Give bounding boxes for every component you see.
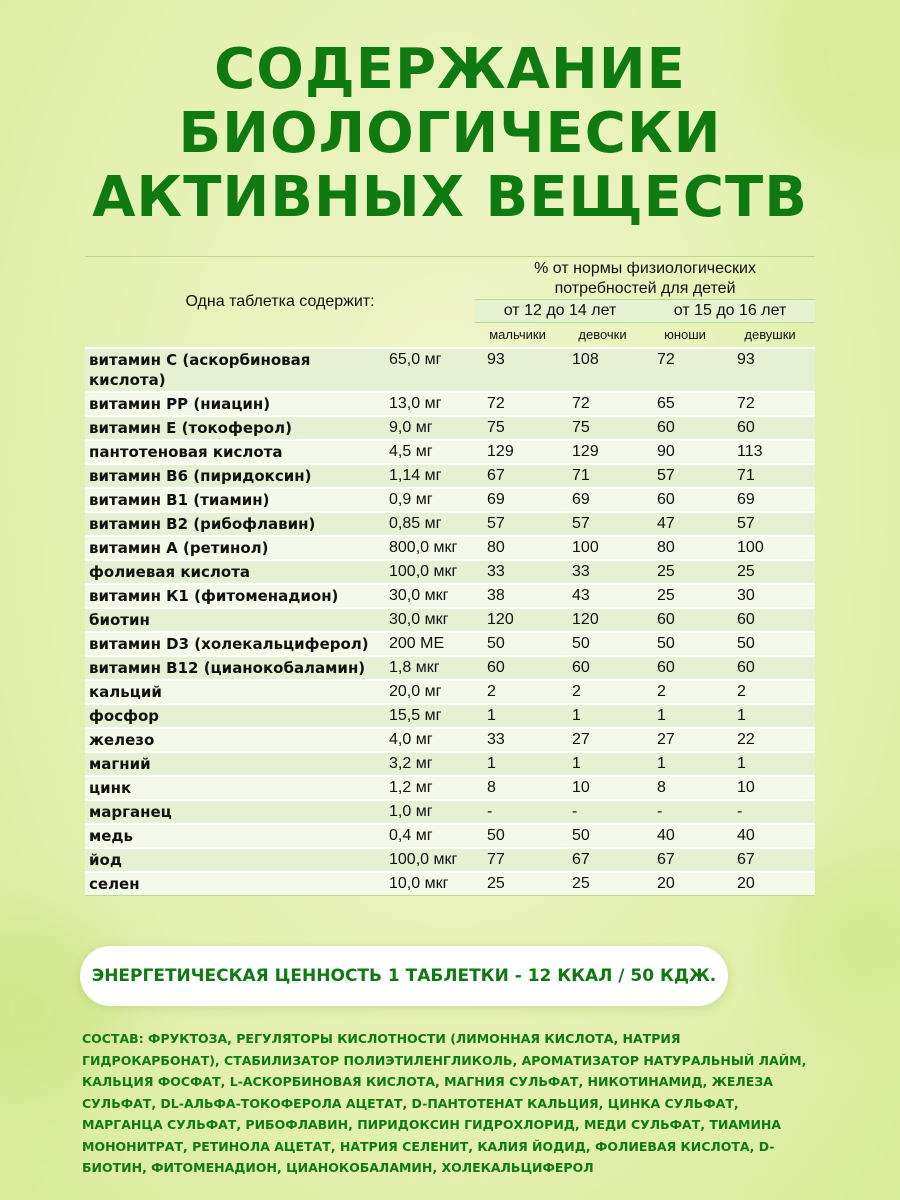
- norm-percent: 69: [560, 488, 645, 512]
- subgroup-header: девочки: [560, 323, 645, 349]
- nutrient-amount: 30,0 мкг: [375, 584, 475, 608]
- nutrient-name: кальций: [85, 680, 375, 704]
- norm-percent: 1: [560, 704, 645, 728]
- norm-percent: 30: [725, 584, 815, 608]
- norm-percent: 1: [645, 704, 725, 728]
- norm-percent: 72: [560, 392, 645, 416]
- norm-percent: 50: [725, 632, 815, 656]
- nutrient-name: селен: [85, 872, 375, 896]
- title-line-1: СОДЕРЖАНИЕ: [214, 37, 686, 102]
- nutrient-amount: 100,0 мкг: [375, 848, 475, 872]
- norm-percent: 20: [645, 872, 725, 896]
- norm-percent: 90: [645, 440, 725, 464]
- norm-percent: 65: [645, 392, 725, 416]
- table-row: [85, 440, 815, 464]
- nutrient-name: йод: [85, 848, 375, 872]
- norm-percent: 1: [645, 752, 725, 776]
- energy-value-text: ЭНЕРГЕТИЧЕСКАЯ ЦЕННОСТЬ 1 ТАБЛЕТКИ - 12 ККАЛ / 50 КДЖ.: [91, 966, 717, 986]
- norm-percent: 69: [725, 488, 815, 512]
- nutrient-name: витамин К1 (фитоменадион): [85, 584, 375, 608]
- norm-percent: 1: [475, 752, 560, 776]
- norm-percent: 57: [725, 512, 815, 536]
- norm-percent: 67: [475, 464, 560, 488]
- norm-percent: 60: [645, 416, 725, 440]
- composition-text: СОСТАВ: ФРУКТОЗА, РЕГУЛЯТОРЫ КИСЛОТНОСТИ (ЛИМОННАЯ КИСЛОТА, НАТРИЯ ГИДРОКАРБОНАТ), СТАБИЛИЗАТОР ПОЛИЭТИЛЕНГЛИКОЛЬ, АРОМАТИЗАТОР НАТУРАЛЬНЫЙ ЛАЙМ, КАЛЬЦИЯ ФОСФАТ, L-АСКОРБИНОВАЯ КИСЛОТА, МАГНИЯ СУЛЬФАТ, НИКОТИНАМИД, ЖЕЛЕЗА СУЛЬФАТ, DL-АЛЬФА-ТОКОФЕРОЛА АЦЕТАТ, D-ПАНТОТЕНАТ КАЛЬЦИЯ, ЦИНКА СУЛЬФАТ, МАРГАНЦА СУЛЬФАТ, РИБОФЛАВИН, ПИРИДОКСИН ГИДРОХЛОРИД, МЕДИ СУЛЬФАТ, ТИАМИНА МОНОНИТРАТ, РЕТИНОЛА АЦЕТАТ, НАТРИЯ СЕЛЕНИТ, КАЛИЯ ЙОДИД, ФОЛИЕВАЯ КИСЛОТА, D-БИОТИН, ФИТОМЕНАДИОН, ЦИАНОКОБАЛАМИН, ХОЛЕКАЛЬЦИФЕРОЛ: [82, 1031, 807, 1175]
- norm-percent: 27: [560, 728, 645, 752]
- norm-percent: 50: [645, 632, 725, 656]
- nutrient-name: витамин В6 (пиридоксин): [85, 464, 375, 488]
- norm-percent: 57: [645, 464, 725, 488]
- norm-percent: 113: [725, 440, 815, 464]
- norm-percent: 1: [725, 704, 815, 728]
- norm-percent: 129: [560, 440, 645, 464]
- norm-percent: 50: [560, 824, 645, 848]
- norm-percent: 33: [475, 728, 560, 752]
- norm-percent: 2: [475, 680, 560, 704]
- norm-percent: 8: [475, 776, 560, 800]
- table-row: [85, 416, 815, 440]
- nutrient-amount: 0,85 мг: [375, 512, 475, 536]
- norm-percent: 60: [645, 608, 725, 632]
- nutrient-name: витамин С (аскорбиновая кислота): [85, 348, 375, 392]
- nutrient-amount: 1,8 мкг: [375, 656, 475, 680]
- nutrient-amount: 10,0 мкг: [375, 872, 475, 896]
- nutrient-amount: 15,5 мг: [375, 704, 475, 728]
- norm-percent: 129: [475, 440, 560, 464]
- norm-percent: 47: [645, 512, 725, 536]
- norm-percent: 25: [475, 872, 560, 896]
- norm-percent: 1: [725, 752, 815, 776]
- norm-header-line-1: % от нормы физиологических: [534, 260, 756, 277]
- norm-percent: 80: [645, 536, 725, 560]
- nutrient-amount: 4,0 мг: [375, 728, 475, 752]
- table-row: [85, 512, 815, 536]
- norm-percent: 108: [560, 348, 645, 392]
- norm-percent: 93: [725, 348, 815, 392]
- norm-percent: 40: [725, 824, 815, 848]
- nutrient-amount: 9,0 мг: [375, 416, 475, 440]
- table-row: [85, 392, 815, 416]
- nutrient-name: фолиевая кислота: [85, 560, 375, 584]
- nutrient-name: магний: [85, 752, 375, 776]
- norm-percent: 72: [725, 392, 815, 416]
- nutrient-amount: 0,4 мг: [375, 824, 475, 848]
- table-row: [85, 632, 815, 656]
- norm-percent: 2: [725, 680, 815, 704]
- table-row: [85, 800, 815, 824]
- subgroup-header: девушки: [725, 323, 815, 349]
- norm-percent: 100: [560, 536, 645, 560]
- table-row: [85, 560, 815, 584]
- norm-percent: 60: [560, 656, 645, 680]
- norm-percent: 60: [645, 656, 725, 680]
- norm-percent: 50: [475, 824, 560, 848]
- norm-percent: 67: [725, 848, 815, 872]
- norm-percent: 77: [475, 848, 560, 872]
- age-group-header: от 15 до 16 лет: [645, 300, 815, 323]
- norm-percent: 25: [725, 560, 815, 584]
- norm-percent: 71: [560, 464, 645, 488]
- norm-percent: 25: [645, 560, 725, 584]
- nutrient-name: цинк: [85, 776, 375, 800]
- norm-percent: 50: [475, 632, 560, 656]
- norm-percent: 67: [560, 848, 645, 872]
- norm-percent: 72: [475, 392, 560, 416]
- table-row: [85, 752, 815, 776]
- nutrient-name: витамин В1 (тиамин): [85, 488, 375, 512]
- norm-percent: 2: [560, 680, 645, 704]
- norm-percent: -: [725, 800, 815, 824]
- nutrient-name: железо: [85, 728, 375, 752]
- norm-header-line-2: потребностей для детей: [554, 280, 736, 297]
- norm-percent: 69: [475, 488, 560, 512]
- norm-percent: 60: [725, 416, 815, 440]
- nutrient-amount: 0,9 мг: [375, 488, 475, 512]
- norm-percent: 71: [725, 464, 815, 488]
- energy-value-badge: [80, 946, 728, 1006]
- norm-percent: 2: [645, 680, 725, 704]
- norm-percent: 60: [475, 656, 560, 680]
- nutrient-amount: 800,0 мкг: [375, 536, 475, 560]
- norm-percent: 1: [475, 704, 560, 728]
- nutrient-amount: 65,0 мг: [375, 348, 475, 392]
- norm-percent: 60: [645, 488, 725, 512]
- table-row: [85, 704, 815, 728]
- norm-percent: 8: [645, 776, 725, 800]
- nutrient-name: пантотеновая кислота: [85, 440, 375, 464]
- norm-percent: 38: [475, 584, 560, 608]
- nutrient-amount: 1,0 мг: [375, 800, 475, 824]
- norm-percent: 80: [475, 536, 560, 560]
- norm-percent: 50: [560, 632, 645, 656]
- nutrient-name: фосфор: [85, 704, 375, 728]
- age-group-header: от 12 до 14 лет: [475, 300, 645, 323]
- norm-percent: 22: [725, 728, 815, 752]
- norm-percent: 10: [560, 776, 645, 800]
- nutrient-name: витамин Е (токоферол): [85, 416, 375, 440]
- nutrient-amount: 200 МЕ: [375, 632, 475, 656]
- norm-percent: 93: [475, 348, 560, 392]
- table-row: [85, 776, 815, 800]
- nutrient-amount: 3,2 мг: [375, 752, 475, 776]
- table-row: [85, 584, 815, 608]
- title-line-3: АКТИВНЫХ ВЕЩЕСТВ: [92, 165, 808, 230]
- nutrient-amount: 4,5 мг: [375, 440, 475, 464]
- nutrient-table: [85, 256, 815, 896]
- nutrient-name: витамин А (ретинол): [85, 536, 375, 560]
- table-row: [85, 348, 815, 392]
- norm-percent: 33: [475, 560, 560, 584]
- nutrient-name: витамин D3 (холекальциферол): [85, 632, 375, 656]
- norm-percent: 1: [560, 752, 645, 776]
- norm-percent: 100: [725, 536, 815, 560]
- subgroup-header: юноши: [645, 323, 725, 349]
- norm-percent: -: [645, 800, 725, 824]
- norm-percent: 120: [560, 608, 645, 632]
- table-row: [85, 488, 815, 512]
- nutrient-name: витамин В12 (цианокобаламин): [85, 656, 375, 680]
- norm-percent: 25: [560, 872, 645, 896]
- norm-percent: -: [475, 800, 560, 824]
- table-row: [85, 656, 815, 680]
- norm-percent: -: [560, 800, 645, 824]
- norm-percent: 20: [725, 872, 815, 896]
- subgroup-header: мальчики: [475, 323, 560, 349]
- norm-percent: 120: [475, 608, 560, 632]
- norm-header: [475, 257, 815, 300]
- norm-percent: 72: [645, 348, 725, 392]
- table-row: [85, 608, 815, 632]
- norm-percent: 10: [725, 776, 815, 800]
- table-row: [85, 872, 815, 896]
- norm-percent: 43: [560, 584, 645, 608]
- table-row: [85, 824, 815, 848]
- norm-percent: 57: [560, 512, 645, 536]
- nutrient-amount: 13,0 мг: [375, 392, 475, 416]
- table-left-header: Одна таблетка содержит:: [85, 257, 475, 349]
- norm-percent: 27: [645, 728, 725, 752]
- nutrient-name: медь: [85, 824, 375, 848]
- nutrient-amount: 100,0 мкг: [375, 560, 475, 584]
- norm-percent: 25: [645, 584, 725, 608]
- norm-percent: 75: [475, 416, 560, 440]
- norm-percent: 75: [560, 416, 645, 440]
- nutrient-amount: 1,2 мг: [375, 776, 475, 800]
- nutrient-name: марганец: [85, 800, 375, 824]
- norm-percent: 60: [725, 656, 815, 680]
- table-row: [85, 464, 815, 488]
- nutrient-name: биотин: [85, 608, 375, 632]
- norm-percent: 67: [645, 848, 725, 872]
- norm-percent: 60: [725, 608, 815, 632]
- norm-percent: 57: [475, 512, 560, 536]
- page-title: [0, 38, 900, 230]
- nutrient-name: витамин РР (ниацин): [85, 392, 375, 416]
- norm-percent: 33: [560, 560, 645, 584]
- table-row: [85, 728, 815, 752]
- table-row: [85, 536, 815, 560]
- nutrient-amount: 1,14 мг: [375, 464, 475, 488]
- nutrient-name: витамин В2 (рибофлавин): [85, 512, 375, 536]
- nutrient-amount: 20,0 мг: [375, 680, 475, 704]
- nutrient-amount: 30,0 мкг: [375, 608, 475, 632]
- table-row: [85, 680, 815, 704]
- title-line-2: БИОЛОГИЧЕСКИ: [178, 101, 722, 166]
- norm-percent: 40: [645, 824, 725, 848]
- table-row: [85, 848, 815, 872]
